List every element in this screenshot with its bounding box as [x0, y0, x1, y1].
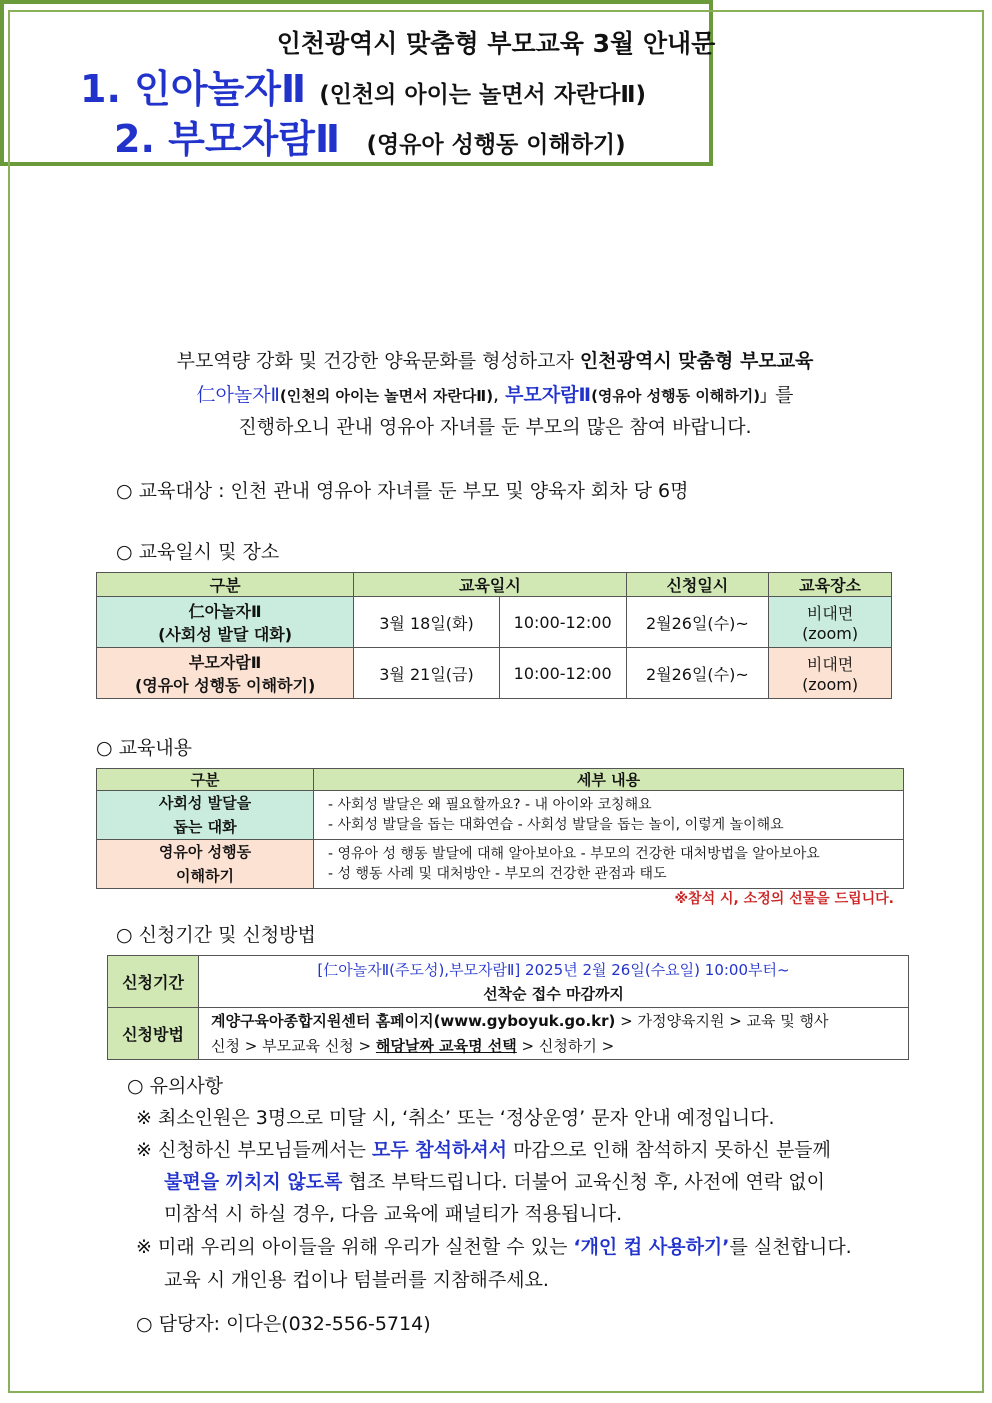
note-2 — [136, 1135, 831, 1162]
schedule-program — [97, 648, 354, 699]
program-1-name: 1. 인아놀자Ⅱ — [80, 67, 306, 111]
program-2-name: 2. 부모자람Ⅱ — [114, 117, 340, 161]
schedule-time: 10:00-12:00 — [499, 597, 626, 648]
content-detail — [314, 791, 904, 840]
note-text: 마감으로 인해 참석하지 못하신 분들께 — [507, 1139, 831, 1161]
schedule-header-place: 교육장소 — [769, 573, 892, 597]
content-row — [97, 840, 904, 889]
notes-heading: ○ 유의사항 — [127, 1075, 224, 1097]
program-name: 仁아놀자Ⅱ — [188, 602, 262, 621]
schedule-apply: 2월26일(수)~ — [626, 648, 769, 699]
detail-line: - 영유아 성 행동 발달에 대해 알아보아요 - 부모의 건강한 대처방법을 알아보아요 — [328, 846, 820, 862]
method-path: 신청 > 부모교육 신청 > — [211, 1036, 376, 1055]
doc-title: 인천광역시 맞춤형 부모교육 3월 안내문 — [276, 29, 716, 58]
schedule-row — [97, 648, 892, 699]
schedule-time: 10:00-12:00 — [499, 648, 626, 699]
content-category — [97, 791, 314, 840]
intro-program-b: 부모자람Ⅱ — [505, 384, 592, 406]
schedule-place — [769, 597, 892, 648]
schedule-program — [97, 597, 354, 648]
apply-period-line: [仁아놀자Ⅱ(주도성),부모자람Ⅱ] 2025년 2월 26일(수요일) 10:00부터~ — [317, 960, 790, 979]
program-1-title — [80, 58, 646, 113]
schedule-date: 3월 21일(금) — [354, 648, 500, 699]
program-sub: (사회성 발달 대화) — [158, 625, 293, 644]
schedule-header-apply: 신청일시 — [626, 573, 769, 597]
note-emphasis: ‘개인 컵 사용하기’ — [573, 1236, 730, 1258]
apply-method-line — [211, 1009, 908, 1034]
program-1-subtitle: (인천의 아이는 놀면서 자란다Ⅱ) — [319, 82, 647, 108]
schedule-row — [97, 597, 892, 648]
category-line: 이해하기 — [176, 867, 234, 885]
content-header-row — [97, 769, 904, 791]
apply-heading: ○ 신청기간 및 신청방법 — [116, 924, 316, 946]
note-text: 협조 부탁드립니다. 더불어 교육신청 후, 사전에 연락 없이 — [342, 1171, 825, 1193]
schedule-heading: ○ 교육일시 및 장소 — [116, 541, 280, 563]
note-emphasis: 모두 참석하셔서 — [371, 1139, 508, 1161]
note-3 — [136, 1232, 852, 1259]
program-sub: (영유아 성행동 이해하기) — [134, 676, 316, 695]
content-header-category: 구분 — [97, 769, 314, 791]
place-type: 비대면 — [806, 604, 854, 623]
intro-line-2 — [100, 380, 890, 407]
content-detail — [314, 840, 904, 889]
note-text: ※ 신청하신 부모님들께서는 — [136, 1139, 372, 1161]
content-row — [97, 791, 904, 840]
apply-period-label: 신청기간 — [108, 956, 199, 1008]
apply-method-line — [211, 1034, 908, 1059]
place-type: 비대면 — [806, 655, 854, 674]
place-platform: (zoom) — [802, 675, 859, 694]
method-select-step: 해당날짜 교육명 선택 — [375, 1036, 517, 1055]
apply-table — [107, 955, 909, 1060]
category-line: 영유아 성행동 — [158, 843, 252, 861]
apply-period-value — [199, 956, 909, 1008]
target-line: ○ 교육대상 : 인천 관내 영유아 자녀를 둔 부모 및 양육자 회차 당 6명 — [116, 480, 689, 502]
title-box — [0, 0, 716, 166]
apply-method-row — [108, 1008, 909, 1060]
intro-program-a-sub: (인천의 아이는 놀면서 자란다Ⅱ) — [279, 387, 494, 405]
note-text: ※ 미래 우리의 아이들을 위해 우리가 실천할 수 있는 — [136, 1236, 574, 1258]
intro-program-b-sub: (영유아 성행동 이해하기)」 — [591, 387, 776, 405]
intro-line-1 — [100, 346, 890, 373]
apply-method-value — [199, 1008, 909, 1060]
program-2-subtitle: (영유아 성행동 이해하기) — [366, 132, 626, 158]
detail-line: - 사회성 발달은 왜 필요할까요? - 내 아이와 코칭해요 — [328, 797, 652, 813]
contact-line: ○ 담당자: 이다은(032-556-5714) — [136, 1313, 431, 1335]
schedule-header-datetime: 교육일시 — [354, 573, 626, 597]
program-2-title — [114, 108, 626, 163]
detail-line: - 사회성 발달을 돕는 대화연습 - 사회성 발달을 돕는 놀이, 이렇게 놀이해요 — [328, 817, 784, 833]
intro-line-3: 진행하오니 관내 영유아 자녀를 둔 부모의 많은 참여 바랍니다. — [238, 416, 752, 438]
program-name: 부모자람Ⅱ — [188, 653, 262, 672]
intro-program-name: 인천광역시 맞춤형 부모교육 — [579, 350, 814, 372]
category-line: 돕는 대화 — [173, 818, 237, 836]
note-text: 를 실천합니다. — [729, 1236, 852, 1258]
gift-note: ※참석 시, 소정의 선물을 드립니다. — [674, 891, 894, 907]
apply-method-label: 신청방법 — [108, 1008, 199, 1060]
note-1: ※ 최소인원은 3명으로 미달 시, ‘취소’ 또는 ‘정상운영’ 문자 안내 예정입니다. — [136, 1107, 775, 1129]
note-2-cont2: 미참석 시 하실 경우, 다음 교육에 패널티가 적용됩니다. — [164, 1203, 623, 1225]
content-table — [96, 768, 904, 889]
intro-comma: , — [493, 384, 506, 406]
schedule-apply: 2월26일(수)~ — [626, 597, 769, 648]
content-header-detail: 세부 내용 — [314, 769, 904, 791]
schedule-table — [96, 572, 892, 699]
apply-period-row — [108, 956, 909, 1008]
content-heading: ○ 교육내용 — [96, 737, 193, 759]
intro-program-a: 仁아놀자Ⅱ — [196, 384, 280, 406]
place-platform: (zoom) — [802, 624, 859, 643]
schedule-header-category: 구분 — [97, 573, 354, 597]
apply-period-line: 선착순 접수 마감까지 — [483, 984, 624, 1003]
schedule-date: 3월 18일(화) — [354, 597, 500, 648]
note-3-cont: 교육 시 개인용 컵이나 텀블러를 지참해주세요. — [164, 1269, 549, 1291]
note-2-cont — [164, 1167, 825, 1194]
note-emphasis: 불편을 끼치지 않도록 — [164, 1171, 343, 1193]
schedule-header-row — [97, 573, 892, 597]
category-line: 사회성 발달을 — [158, 794, 252, 812]
intro-text: 부모역량 강화 및 건강한 양육문화를 형성하고자 — [176, 350, 580, 372]
schedule-place — [769, 648, 892, 699]
method-path: > 가정양육지원 > 교육 및 행사 — [615, 1011, 829, 1030]
detail-line: - 성 행동 사례 및 대처방안 - 부모의 건강한 관점과 태도 — [328, 866, 667, 882]
method-path: > 신청하기 > — [516, 1036, 615, 1055]
intro-end: 를 — [775, 384, 794, 406]
center-homepage: 계양구육아종합지원센터 홈페이지(www.gyboyuk.go.kr) — [211, 1011, 616, 1030]
content-category — [97, 840, 314, 889]
